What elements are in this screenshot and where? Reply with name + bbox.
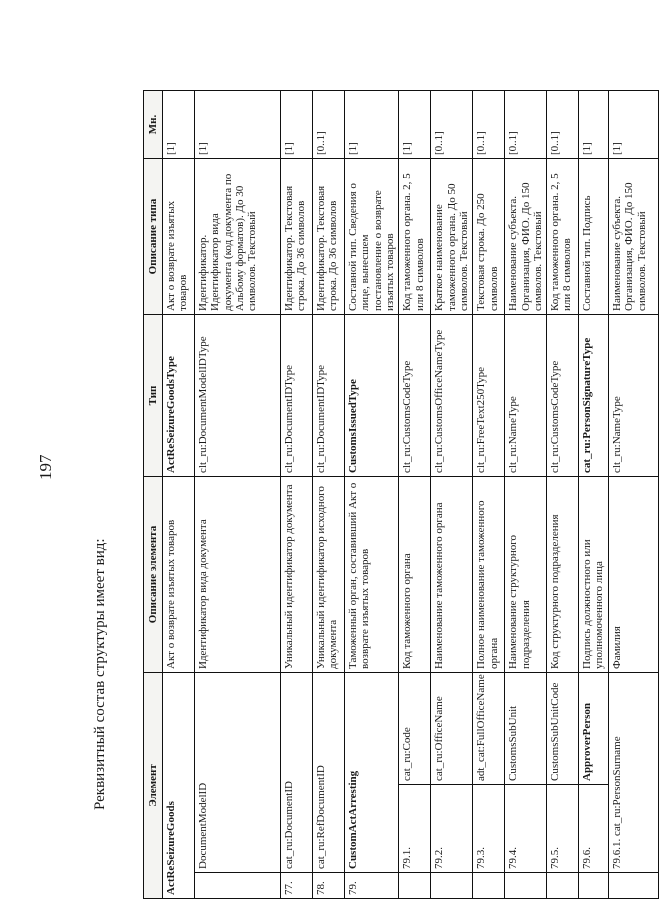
- row-element: CustomsSubUnit: [505, 673, 547, 785]
- row-element: cat_ru:RefDocumentID: [313, 673, 345, 873]
- row-type-description: Наименование субъекта. Организация, ФИО. До 150 символов. Текстовый: [609, 159, 659, 315]
- row-type-description: Идентификатор. Текстовая строка. До 36 символов: [281, 159, 313, 315]
- row-element-description: Подпись должностного или уполномоченного лица: [579, 477, 609, 673]
- row-element: cat_ru:PersonSurname: [611, 736, 624, 836]
- row-element: ApproverPerson: [579, 673, 609, 785]
- row-type-description: Идентификатор. Идентификатор вида документа (код документа по Альбому форматов). До 30 символов. Текстовый: [195, 159, 281, 315]
- row-element: cat_ru:Code: [399, 673, 431, 785]
- row-element-description: Полное наименование таможенного органа: [473, 477, 505, 673]
- row-type: ActReSeizureGoodsType: [163, 315, 195, 477]
- row-element-description: Код структурного подразделения: [547, 477, 579, 673]
- row-number: 79.3.: [473, 785, 505, 873]
- row-element-numbered: [609, 673, 659, 873]
- row-type-description: Код таможенного органа. 2, 5 или 8 символов: [547, 159, 579, 315]
- row-multiplicity: [1]: [579, 91, 609, 159]
- table-row: [579, 91, 609, 899]
- row-type: clt_ru:DocumentIDType: [313, 315, 345, 477]
- row-type-description: Краткое наименование таможенного органа. До 50 символов. Текстовый: [431, 159, 473, 315]
- row-number: 78.: [313, 873, 345, 899]
- row-element-description: Идентификатор вида документа: [195, 477, 281, 673]
- row-type-description: Акт о возврате изъятых товаров: [163, 159, 195, 315]
- row-type: clt_ru:NameType: [505, 315, 547, 477]
- table-row: [281, 91, 313, 899]
- row-element: cat_ru:DocumentID: [281, 673, 313, 873]
- table-row: [505, 91, 547, 899]
- row-type: clt_ru:DocumentModelIDType: [195, 315, 281, 477]
- table-row: [313, 91, 345, 899]
- row-multiplicity: [1]: [609, 91, 659, 159]
- row-type-description: Идентификатор. Текстовая строка. До 36 символов: [313, 159, 345, 315]
- header-type: Тип: [144, 315, 163, 477]
- row-type-description: Код таможенного органа. 2, 5 или 8 символов: [399, 159, 431, 315]
- row-multiplicity: [1]: [195, 91, 281, 159]
- row-multiplicity: [1]: [163, 91, 195, 159]
- row-multiplicity: [0..1]: [547, 91, 579, 159]
- row-type: clt_ru:FreeText250Type: [473, 315, 505, 477]
- row-element-description: Наименование структурного подразделения: [505, 477, 547, 673]
- table-row: [609, 91, 659, 899]
- intro-text: Реквизитный состав структуры имеет вид:: [92, 538, 108, 810]
- row-multiplicity: [1]: [345, 91, 399, 159]
- row-type: clt_ru:CustomsCodeType: [399, 315, 431, 477]
- row-number: 79.6.1.: [611, 838, 624, 869]
- page-number: 197: [36, 454, 55, 480]
- row-element: adt_cat:FullOfficeName: [473, 673, 505, 785]
- row-type: cat_ru:PersonSignatureType: [579, 315, 609, 477]
- table-row: [163, 91, 195, 899]
- row-type-description: Составной тип. Сведения о лице, вынесшем постановление о возврате изъятых товаров: [345, 159, 399, 315]
- row-type-description: Наименование субъекта. Организация, ФИО. До 150 символов. Текстовый: [505, 159, 547, 315]
- table-row: [399, 91, 431, 899]
- row-number: 79.5.: [547, 785, 579, 873]
- row-element: cat_ru:OfficeName: [431, 673, 473, 785]
- header-element: Элемент: [144, 673, 163, 899]
- row-element-description: Таможенный орган, составивший Акт о возврате изъятых товаров: [345, 477, 399, 673]
- row-number: 79.6.: [579, 785, 609, 873]
- row-number: 77.: [281, 873, 313, 899]
- table-row: [195, 91, 281, 899]
- row-element: DocumentModelID: [195, 673, 281, 873]
- row-number: 79.: [345, 873, 399, 899]
- row-element-description: Наименование таможенного органа: [431, 477, 473, 673]
- row-type: clt_ru:NameType: [609, 315, 659, 477]
- table-row: [473, 91, 505, 899]
- table-row: [547, 91, 579, 899]
- row-type: clt_ru:CustomsOfficeNameType: [431, 315, 473, 477]
- table-row: [345, 91, 399, 899]
- row-element-description: Уникальный идентификатор документа: [281, 477, 313, 673]
- row-element-description: Фамилия: [609, 477, 659, 673]
- row-number: 79.2.: [431, 785, 473, 873]
- row-multiplicity: [1]: [399, 91, 431, 159]
- row-element: ActReSeizureGoods: [163, 673, 195, 899]
- row-multiplicity: [0..1]: [505, 91, 547, 159]
- header-element-description: Описание элемента: [144, 477, 163, 673]
- row-element: CustomActArresting: [345, 673, 399, 873]
- header-type-description: Описание типа: [144, 159, 163, 315]
- row-number: 79.1.: [399, 785, 431, 873]
- table-header-row: [144, 91, 163, 899]
- requisite-table: [143, 90, 659, 899]
- row-number: [195, 873, 281, 899]
- row-type: clt_ru:CustomsCodeType: [547, 315, 579, 477]
- row-element: CustomsSubUnitCode: [547, 673, 579, 785]
- row-element-description: Код таможенного органа: [399, 477, 431, 673]
- row-type-description: Составной тип. Подпись: [579, 159, 609, 315]
- table-row: [431, 91, 473, 899]
- row-type: clt_ru:DocumentIDType: [281, 315, 313, 477]
- row-type: CustomsIssuedType: [345, 315, 399, 477]
- row-element-description: Акт о возврате изъятых товаров: [163, 477, 195, 673]
- row-number: 79.4.: [505, 785, 547, 873]
- header-multiplicity: Мн.: [144, 91, 163, 159]
- row-element-description: Уникальный идентификатор исходного документа: [313, 477, 345, 673]
- row-multiplicity: [1]: [281, 91, 313, 159]
- row-multiplicity: [0..1]: [431, 91, 473, 159]
- row-type-description: Текстовая строка. До 250 символов: [473, 159, 505, 315]
- row-multiplicity: [0..1]: [313, 91, 345, 159]
- row-multiplicity: [0..1]: [473, 91, 505, 159]
